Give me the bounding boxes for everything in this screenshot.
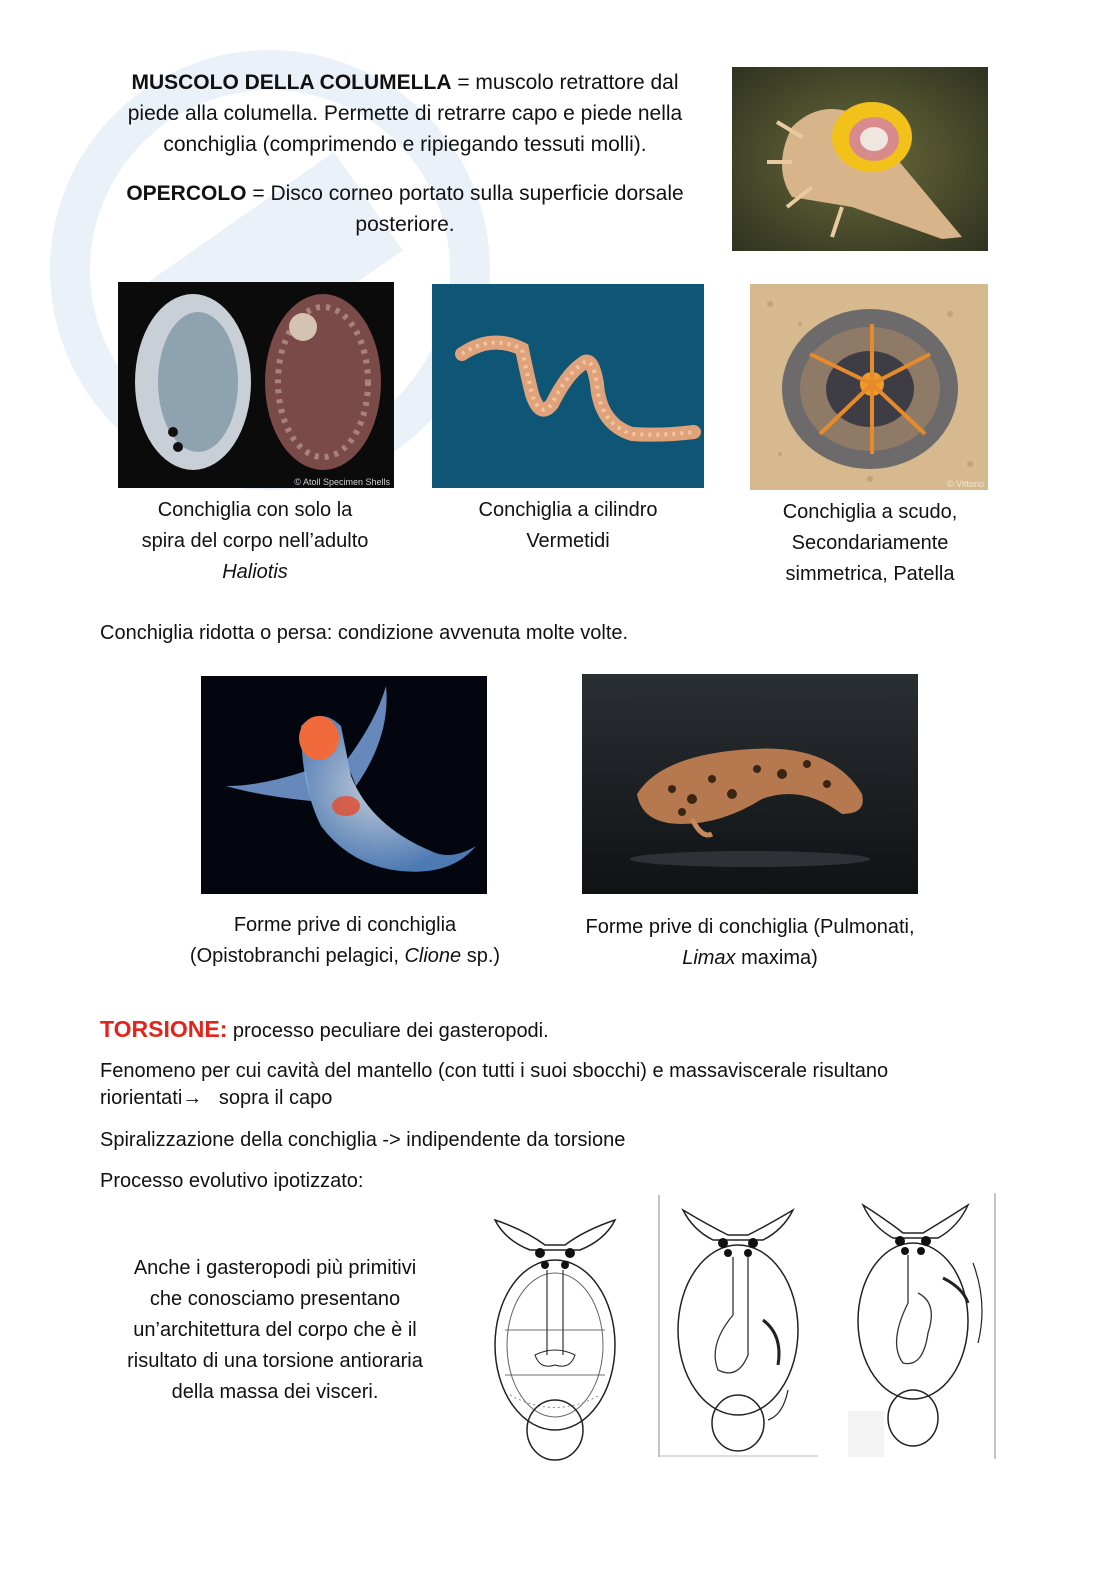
- opercolo-term: OPERCOLO: [126, 182, 247, 205]
- patella-caption-l1: Conchiglia a scudo,: [782, 501, 958, 523]
- clione-caption: [150, 910, 540, 972]
- limax-caption-l2b: maxima): [735, 947, 818, 969]
- vermetidi-caption-l2: Vermetidi: [526, 530, 610, 552]
- haliotis-credit: © Atoll Specimen Shells: [294, 477, 390, 487]
- opercolo-line1: = Disco corneo portato sulla superficie dorsale: [246, 182, 684, 205]
- torsione-p1-line1: Fenomeno per cui cavità del mantello (con tutti i suoi sbocchi) e massaviscerale risultano: [100, 1060, 889, 1082]
- limax-caption-l1: Forme prive di conchiglia (Pulmonati,: [585, 916, 915, 938]
- torsion-diagram-stage-3: [848, 1193, 998, 1459]
- clione-caption-l2a: (Opistobranchi pelagici,: [189, 945, 405, 967]
- side-text-l1: Anche i gasteropodi più primitivi: [133, 1257, 417, 1279]
- patella-credit: © Vittorio: [947, 479, 984, 489]
- clione-caption-l2c: sp.): [461, 945, 501, 967]
- torsione-paragraph-1: [100, 1058, 1020, 1112]
- haliotis-caption-l1: Conchiglia con solo la: [157, 499, 353, 521]
- patella-caption-l2: Secondariamente: [791, 532, 949, 554]
- patella-caption-l3: simmetrica, Patella: [785, 563, 955, 585]
- torsione-title: TORSIONE:: [100, 1016, 228, 1042]
- torsione-paragraph-2: Spiralizzazione della conchiglia -> indipendente da torsione: [100, 1129, 626, 1151]
- haliotis-photo: [118, 282, 394, 488]
- patella-photo: [750, 284, 988, 490]
- clione-caption-l2b: Clione: [404, 945, 462, 967]
- limax-photo: [582, 674, 918, 894]
- side-text-l5: della massa dei visceri.: [171, 1381, 379, 1403]
- side-text-l2: che conosciamo presentano: [149, 1288, 401, 1310]
- limax-caption-l2a: Limax: [682, 947, 736, 969]
- clione-caption-l1: Forme prive di conchiglia: [233, 914, 457, 936]
- muscolo-line1: = muscolo retrattore dal: [451, 71, 679, 94]
- muscolo-line2: piede alla columella. Permette di retrarre capo e piede nella: [127, 102, 683, 125]
- side-text-l3: un’architettura del corpo che è il: [133, 1319, 417, 1341]
- torsione-p1-line2b: sopra il capo: [202, 1087, 333, 1109]
- vermetidi-caption: [420, 495, 716, 557]
- opercolo-paragraph: [100, 178, 710, 240]
- operculum-snail-photo: [732, 67, 988, 251]
- muscolo-line3: conchiglia (comprimendo e ripiegando tessuti molli).: [163, 133, 647, 156]
- torsione-heading: [100, 1014, 1000, 1047]
- haliotis-caption: [100, 495, 410, 588]
- arrow-right-icon: →: [182, 1087, 203, 1109]
- clione-photo: [201, 676, 487, 894]
- muscolo-paragraph: [100, 67, 710, 160]
- vermetidi-caption-l1: Conchiglia a cilindro: [478, 499, 658, 521]
- muscolo-term: MUSCOLO DELLA COLUMELLA: [131, 71, 452, 94]
- torsion-diagram-stage-1: [485, 1205, 625, 1463]
- torsione-paragraph-3: Processo evolutivo ipotizzato:: [100, 1170, 364, 1192]
- vermetidi-photo: [432, 284, 704, 488]
- opercolo-line2: posteriore.: [355, 213, 455, 236]
- torsione-title-rest: processo peculiare dei gasteropodi.: [227, 1020, 549, 1042]
- primitive-gastropods-text: [95, 1253, 455, 1408]
- ridotta-text: Conchiglia ridotta o persa: condizione avvenuta molte volte.: [100, 622, 629, 644]
- torsione-p1-line2a: riorientati: [100, 1087, 183, 1109]
- side-text-l4: risultato di una torsione antioraria: [127, 1350, 423, 1372]
- haliotis-caption-l2: spira del corpo nell’adulto: [141, 530, 369, 552]
- torsion-diagram-stage-2: [658, 1195, 818, 1457]
- haliotis-caption-l3: Haliotis: [222, 561, 288, 583]
- patella-caption: [730, 497, 1010, 590]
- limax-caption: [550, 912, 950, 974]
